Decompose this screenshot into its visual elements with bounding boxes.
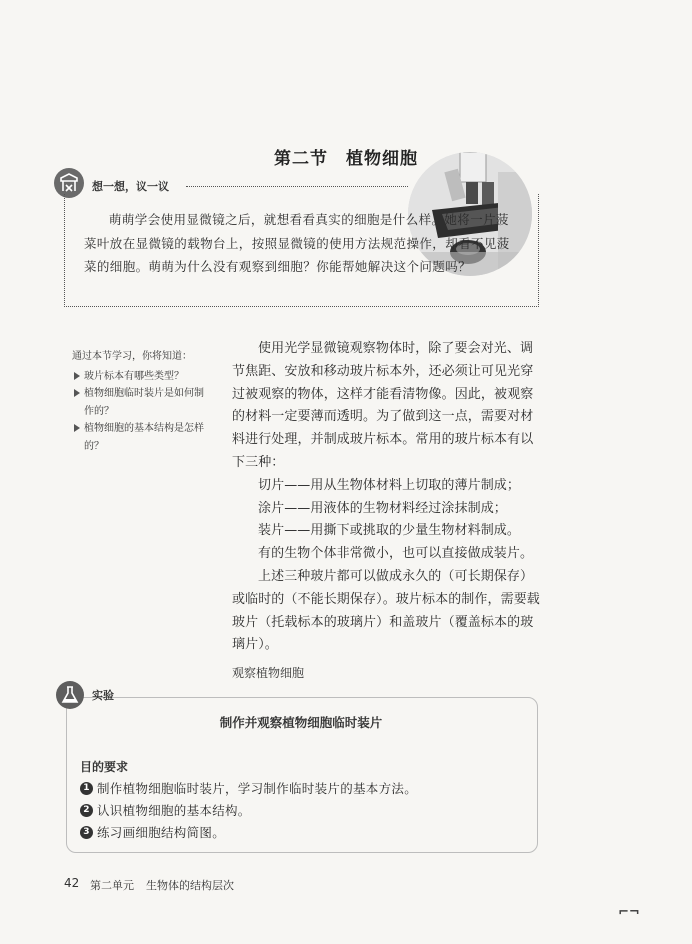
paragraph: 有的生物个体非常微小，也可以直接做成装片。: [258, 546, 534, 562]
running-footer: [90, 877, 234, 893]
goal-item: 3 练习画细胞结构简图。: [80, 822, 417, 844]
triangle-bullet-icon: [74, 389, 80, 397]
goal-list: [80, 778, 417, 844]
corner-mark: ⌐¬: [618, 905, 640, 920]
number-badge: 1: [80, 782, 93, 795]
section-number: 第二节: [274, 149, 328, 169]
page-title: [0, 144, 692, 169]
page-number: 42: [64, 876, 80, 890]
experiment-label: 实验: [92, 689, 114, 702]
divider: [186, 186, 408, 187]
unit-number: 第二单元: [90, 879, 134, 892]
goal-heading: 目的要求: [80, 760, 129, 774]
think-text: 萌萌学会使用显微镜之后，就想看看真实的细胞是什么样。她将一片菠菜叶放在显微镜的载物台上，按照显微镜的使用方法规范操作，却看不见菠菜的细胞。萌萌为什么没有观察到细胞？你能帮她解决这个问题吗？: [84, 212, 510, 274]
subheading: 观察植物细胞: [232, 666, 305, 680]
unit-title: 生物体的结构层次: [146, 879, 234, 892]
slide-type-item: 切片——用从生物体材料上切取的薄片制成；: [258, 477, 521, 493]
objective-item: 植物细胞临时装片是如何制作的？: [72, 385, 212, 420]
triangle-bullet-icon: [74, 372, 80, 380]
number-badge: 2: [80, 804, 93, 817]
paragraph: 上述三种玻片都可以做成永久的（可长期保存）或临时的（不能长期保存）。玻片标本的制作，需要载玻片（托载标本的玻璃片）和盖玻片（覆盖标本的玻璃片）。: [232, 568, 540, 653]
goal-item: 1 制作植物细胞临时装片，学习制作临时装片的基本方法。: [80, 778, 417, 800]
body-text: [232, 338, 540, 657]
objective-item: 玻片标本有哪些类型？: [72, 368, 212, 386]
section-name: 植物细胞: [346, 149, 418, 169]
flask-icon: [56, 681, 84, 709]
slide-type-item: 涂片——用液体的生物材料经过涂抹制成；: [258, 500, 507, 516]
experiment-title: 制作并观察植物细胞临时装片: [219, 715, 383, 730]
triangle-bullet-icon: [74, 424, 80, 432]
paragraph: 使用光学显微镜观察物体时，除了要会对光、调节焦距、安放和移动玻片标本外，还必须让可见光穿过被观察的物体，这样才能看清物像。因此，被观察的材料一定要薄而透明。为了做到这一点，需要对材料进行处理，并制成玻片标本。常用的玻片标本有以下三种：: [232, 341, 534, 470]
objective-item: 植物细胞的基本结构是怎样的？: [72, 420, 212, 455]
learning-objectives: [72, 348, 212, 455]
goal-item: 2 认识植物细胞的基本结构。: [80, 800, 417, 822]
think-label: 想一想，议一议: [92, 180, 169, 193]
number-badge: 3: [80, 826, 93, 839]
slide-type-item: 装片——用撕下或挑取的少量生物材料制成。: [258, 523, 521, 539]
objectives-intro: 通过本节学习，你将知道：: [72, 351, 192, 362]
